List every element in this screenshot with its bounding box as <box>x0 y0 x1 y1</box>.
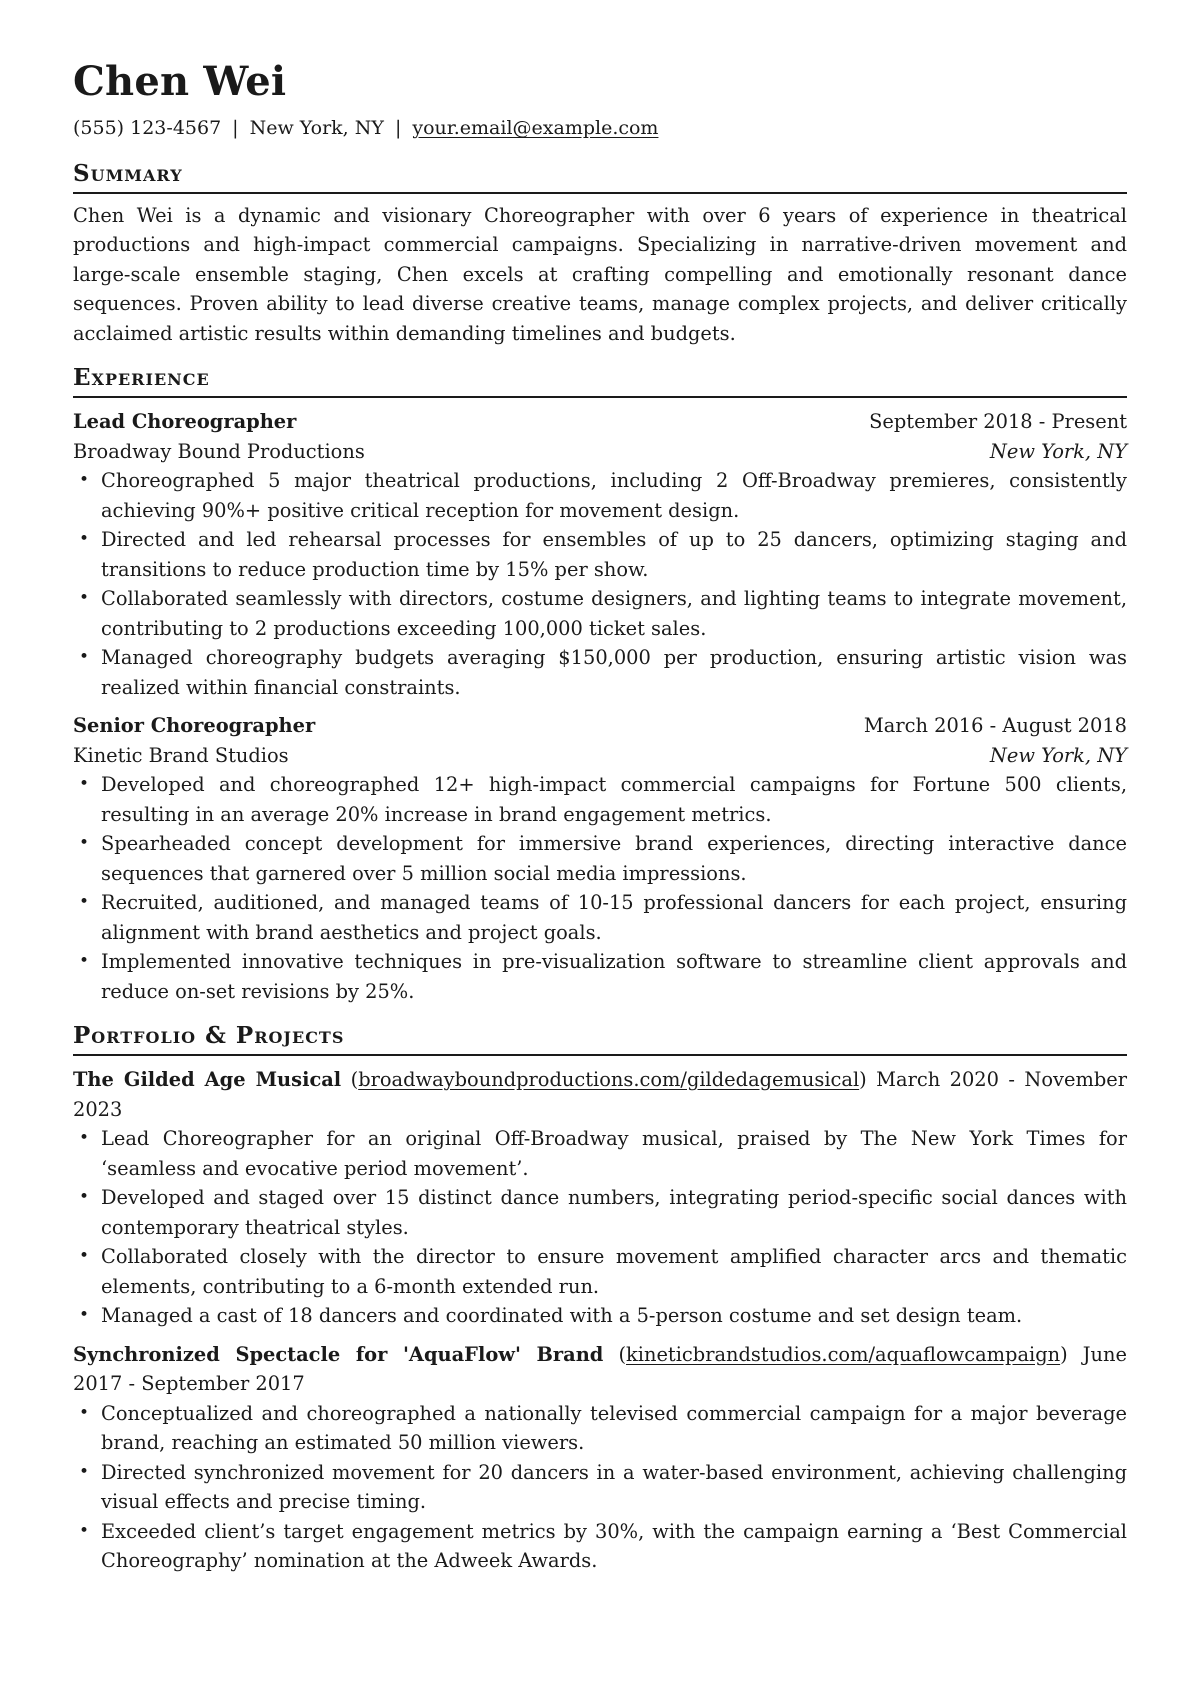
project-dates: March 2020 - November 2023 <box>73 1068 1128 1121</box>
project-link[interactable]: broadwayboundproductions.com/gildedagemusical <box>358 1068 860 1091</box>
bullet-item: • Directed and led rehearsal processes for ensembles of up to 25 dancers, optimizing staging and transitions to reduce production time by 15% per show. <box>73 525 1127 584</box>
email-link[interactable]: your.email@example.com <box>412 117 659 139</box>
contact-separator: | <box>394 117 402 139</box>
bullet-item: • Collaborated closely with the director to ensure movement amplified character arcs and thematic elements, contributing to a 6-month extended run. <box>73 1242 1127 1301</box>
contact-line <box>73 114 1127 144</box>
contact-separator: | <box>232 117 239 139</box>
project-title: Synchronized Spectacle for 'AquaFlow' Brand <box>73 1342 604 1366</box>
job-title: Lead Choreographer <box>73 410 297 433</box>
project-bullets <box>73 1124 1127 1331</box>
bullet-item: • Implemented innovative techniques in pre-visualization software to streamline client approvals and reduce on-set revisions by 25%. <box>73 947 1127 1006</box>
project-entry <box>73 1340 1127 1576</box>
bullet-item: • Conceptualized and choreographed a nationally televised commercial campaign for a major beverage brand, reaching an estimated 50 million viewers. <box>73 1399 1127 1458</box>
bullet-item: • Collaborated seamlessly with directors, costume designers, and lighting teams to integrate movement, contributing to 2 productions exceeding 100,000 ticket sales. <box>73 584 1127 643</box>
bullet-item: • Exceeded client’s target engagement metrics by 30%, with the campaign earning a ‘Best Commercial Choreography’ nomination at the Adweek Awards. <box>73 1517 1127 1576</box>
summary-heading: Summary <box>73 158 1127 194</box>
job-entry <box>73 711 1127 1006</box>
summary-text: Chen Wei is a dynamic and visionary Choreographer with over 6 years of experience in theatrical productions and high-impact commercial campaigns. Specializing in narrative-driven movement and large-scale ensemble staging, Chen excels at crafting compelling and emotionally resonant dance sequences. Proven ability to lead diverse creative teams, manage complex projects, and deliver critically acclaimed artistic results within demanding timelines and budgets. <box>73 203 1127 345</box>
bullet-item: • Managed a cast of 18 dancers and coordinated with a 5-person costume and set design team. <box>73 1301 1127 1331</box>
experience-heading: Experience <box>73 362 1127 398</box>
bullet-item: • Directed synchronized movement for 20 dancers in a water-based environment, achieving challenging visual effects and precise timing. <box>73 1458 1127 1517</box>
phone-number: (555) 123-4567 <box>73 117 222 139</box>
project-entry <box>73 1065 1127 1331</box>
job-dates: March 2016 - August 2018 <box>863 714 1127 737</box>
company-name: Kinetic Brand Studios <box>73 743 289 767</box>
resume-page <box>73 58 1127 1576</box>
project-header: Synchronized Spectacle for 'AquaFlow' Brand (kineticbrandstudios.com/aquaflowcampaign) June 2017 - September 2017 <box>73 1342 1128 1395</box>
job-entry <box>73 407 1127 702</box>
project-link[interactable]: kineticbrandstudios.com/aquaflowcampaign <box>626 1342 1061 1366</box>
bullet-item: • Managed choreography budgets averaging $150,000 per production, ensuring artistic vision was realized within financial constraints. <box>73 643 1127 702</box>
bullet-item: • Lead Choreographer for an original Off-Broadway musical, praised by The New York Times for ‘seamless and evocative period movement’. <box>73 1124 1127 1183</box>
bullet-item: • Developed and staged over 15 distinct dance numbers, integrating period-specific social dances with contemporary theatrical styles. <box>73 1183 1127 1242</box>
project-dates: June 2017 - September 2017 <box>73 1342 1128 1395</box>
job-bullets <box>73 466 1127 702</box>
location-text: New York, NY <box>249 117 384 139</box>
company-name: Broadway Bound Productions <box>73 439 365 463</box>
candidate-name: Chen Wei <box>73 58 287 105</box>
bullet-item: • Spearheaded concept development for immersive brand experiences, directing interactive dance sequences that garnered over 5 million social media impressions. <box>73 829 1127 888</box>
project-header: The Gilded Age Musical (broadwayboundproductions.com/gildedagemusical) March 2020 - November 2023 <box>73 1068 1128 1121</box>
bullet-item: • Developed and choreographed 12+ high-impact commercial campaigns for Fortune 500 clients, resulting in an average 20% increase in brand engagement metrics. <box>73 770 1127 829</box>
job-location: New York, NY <box>989 439 1127 463</box>
bullet-item: • Choreographed 5 major theatrical productions, including 2 Off-Broadway premieres, consistently achieving 90%+ positive critical reception for movement design. <box>73 466 1127 525</box>
project-title: The Gilded Age Musical <box>73 1068 342 1091</box>
bullet-item: • Recruited, auditioned, and managed teams of 10-15 professional dancers for each project, ensuring alignment with brand aesthetics and project goals. <box>73 888 1127 947</box>
project-bullets <box>73 1399 1127 1576</box>
job-title: Senior Choreographer <box>73 714 316 737</box>
projects-heading: Portfolio & Projects <box>73 1020 1127 1056</box>
job-dates: September 2018 - Present <box>869 410 1127 433</box>
job-bullets <box>73 770 1127 1006</box>
job-location: New York, NY <box>989 743 1127 767</box>
